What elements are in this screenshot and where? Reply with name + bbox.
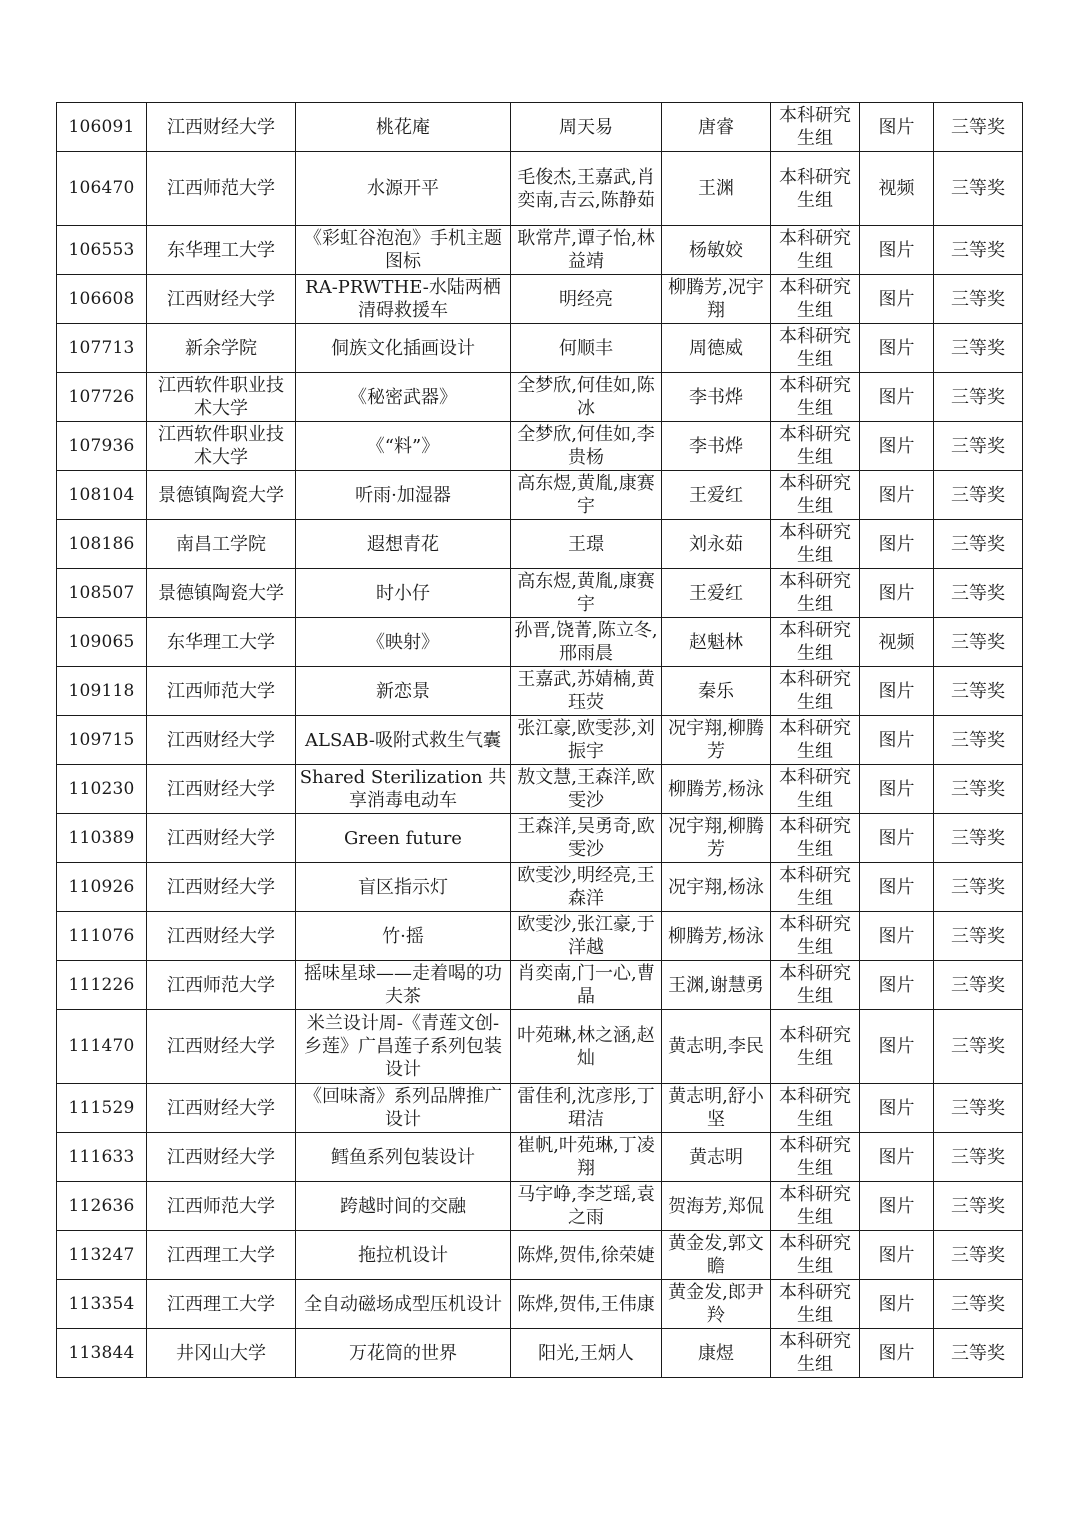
work-title-cell: 遐想青花 (296, 520, 511, 569)
entry-id-cell: 106608 (57, 275, 147, 324)
entry-id-cell: 111470 (57, 1010, 147, 1084)
group-cell: 本科研究生组 (771, 569, 860, 618)
entry-id-cell: 109065 (57, 618, 147, 667)
authors-cell: 王嘉武,苏婧楠,黄珏荧 (511, 667, 662, 716)
school-cell: 南昌工学院 (147, 520, 296, 569)
entry-id-cell: 111076 (57, 912, 147, 961)
entry-id-cell: 113354 (57, 1280, 147, 1329)
work-title-cell: 《“料”》 (296, 422, 511, 471)
entry-id-cell: 106470 (57, 152, 147, 226)
authors-cell: 高东煜,黄胤,康赛宇 (511, 569, 662, 618)
entry-id-cell: 110389 (57, 814, 147, 863)
advisor-cell: 周德威 (662, 324, 771, 373)
award-cell: 三等奖 (934, 961, 1023, 1010)
work-title-cell: Green future (296, 814, 511, 863)
authors-cell: 王森洋,吴勇奇,欧雯沙 (511, 814, 662, 863)
table-row (57, 1329, 1023, 1378)
award-cell: 三等奖 (934, 814, 1023, 863)
school-cell: 东华理工大学 (147, 618, 296, 667)
award-cell: 三等奖 (934, 1329, 1023, 1378)
work-title-cell: 竹·摇 (296, 912, 511, 961)
table-row (57, 373, 1023, 422)
group-cell: 本科研究生组 (771, 1182, 860, 1231)
advisor-cell: 况宇翔,柳腾芳 (662, 716, 771, 765)
award-cell: 三等奖 (934, 1133, 1023, 1182)
authors-cell: 张江豪,欧雯莎,刘振宇 (511, 716, 662, 765)
category-cell: 图片 (860, 520, 934, 569)
category-cell: 图片 (860, 422, 934, 471)
advisor-cell: 唐睿 (662, 103, 771, 152)
school-cell: 江西财经大学 (147, 1133, 296, 1182)
group-cell: 本科研究生组 (771, 103, 860, 152)
advisor-cell: 柳腾芳,杨泳 (662, 912, 771, 961)
work-title-cell: 《秘密武器》 (296, 373, 511, 422)
table-row (57, 1280, 1023, 1329)
authors-cell: 肖奕南,门一心,曹晶 (511, 961, 662, 1010)
work-title-cell: 新恋景 (296, 667, 511, 716)
award-cell: 三等奖 (934, 152, 1023, 226)
award-cell: 三等奖 (934, 765, 1023, 814)
category-cell: 图片 (860, 324, 934, 373)
table-row (57, 422, 1023, 471)
entry-id-cell: 113844 (57, 1329, 147, 1378)
group-cell: 本科研究生组 (771, 471, 860, 520)
award-cell: 三等奖 (934, 667, 1023, 716)
authors-cell: 欧雯沙,明经亮,王森洋 (511, 863, 662, 912)
school-cell: 江西财经大学 (147, 814, 296, 863)
advisor-cell: 王渊 (662, 152, 771, 226)
authors-cell: 周天易 (511, 103, 662, 152)
work-title-cell: 听雨·加湿器 (296, 471, 511, 520)
school-cell: 江西财经大学 (147, 275, 296, 324)
group-cell: 本科研究生组 (771, 716, 860, 765)
school-cell: 景德镇陶瓷大学 (147, 569, 296, 618)
award-cell: 三等奖 (934, 520, 1023, 569)
school-cell: 江西财经大学 (147, 765, 296, 814)
school-cell: 东华理工大学 (147, 226, 296, 275)
authors-cell: 王璟 (511, 520, 662, 569)
award-cell: 三等奖 (934, 863, 1023, 912)
entry-id-cell: 106091 (57, 103, 147, 152)
school-cell: 江西理工大学 (147, 1231, 296, 1280)
table-row (57, 716, 1023, 765)
category-cell: 视频 (860, 152, 934, 226)
entry-id-cell: 112636 (57, 1182, 147, 1231)
authors-cell: 欧雯沙,张江豪,于洋越 (511, 912, 662, 961)
award-cell: 三等奖 (934, 716, 1023, 765)
school-cell: 江西理工大学 (147, 1280, 296, 1329)
group-cell: 本科研究生组 (771, 324, 860, 373)
category-cell: 图片 (860, 863, 934, 912)
category-cell: 图片 (860, 226, 934, 275)
authors-cell: 毛俊杰,王嘉武,肖奕南,吉云,陈静茹 (511, 152, 662, 226)
advisor-cell: 王爱红 (662, 569, 771, 618)
group-cell: 本科研究生组 (771, 912, 860, 961)
award-cell: 三等奖 (934, 275, 1023, 324)
school-cell: 江西财经大学 (147, 863, 296, 912)
award-cell: 三等奖 (934, 471, 1023, 520)
entry-id-cell: 108104 (57, 471, 147, 520)
group-cell: 本科研究生组 (771, 1280, 860, 1329)
school-cell: 江西师范大学 (147, 152, 296, 226)
category-cell: 图片 (860, 1182, 934, 1231)
category-cell: 图片 (860, 103, 934, 152)
table-row (57, 1182, 1023, 1231)
authors-cell: 陈烨,贺伟,王伟康 (511, 1280, 662, 1329)
group-cell: 本科研究生组 (771, 765, 860, 814)
table-row (57, 863, 1023, 912)
advisor-cell: 黄金发,郎尹羚 (662, 1280, 771, 1329)
table-row (57, 1133, 1023, 1182)
school-cell: 江西财经大学 (147, 912, 296, 961)
group-cell: 本科研究生组 (771, 618, 860, 667)
school-cell: 井冈山大学 (147, 1329, 296, 1378)
entry-id-cell: 110926 (57, 863, 147, 912)
group-cell: 本科研究生组 (771, 1329, 860, 1378)
work-title-cell: 摇味星球——走着喝的功夫茶 (296, 961, 511, 1010)
category-cell: 图片 (860, 814, 934, 863)
group-cell: 本科研究生组 (771, 226, 860, 275)
advisor-cell: 柳腾芳,况宇翔 (662, 275, 771, 324)
advisor-cell: 贺海芳,郑侃 (662, 1182, 771, 1231)
school-cell: 新余学院 (147, 324, 296, 373)
authors-cell: 敖文慧,王森洋,欧雯沙 (511, 765, 662, 814)
advisor-cell: 秦乐 (662, 667, 771, 716)
advisor-cell: 况宇翔,杨泳 (662, 863, 771, 912)
school-cell: 江西软件职业技术大学 (147, 373, 296, 422)
table-row (57, 1231, 1023, 1280)
table-row (57, 765, 1023, 814)
award-cell: 三等奖 (934, 569, 1023, 618)
school-cell: 江西师范大学 (147, 667, 296, 716)
group-cell: 本科研究生组 (771, 814, 860, 863)
award-cell: 三等奖 (934, 912, 1023, 961)
work-title-cell: 侗族文化插画设计 (296, 324, 511, 373)
group-cell: 本科研究生组 (771, 1084, 860, 1133)
group-cell: 本科研究生组 (771, 1133, 860, 1182)
award-cell: 三等奖 (934, 1182, 1023, 1231)
work-title-cell: 水源开平 (296, 152, 511, 226)
entry-id-cell: 111226 (57, 961, 147, 1010)
awards-table (56, 102, 1023, 1378)
entry-id-cell: 108507 (57, 569, 147, 618)
category-cell: 视频 (860, 618, 934, 667)
award-cell: 三等奖 (934, 1231, 1023, 1280)
category-cell: 图片 (860, 1010, 934, 1084)
entry-id-cell: 106553 (57, 226, 147, 275)
work-title-cell: 全自动磁场成型压机设计 (296, 1280, 511, 1329)
table-row (57, 667, 1023, 716)
table-row (57, 912, 1023, 961)
work-title-cell: 跨越时间的交融 (296, 1182, 511, 1231)
entry-id-cell: 107713 (57, 324, 147, 373)
table-row (57, 275, 1023, 324)
group-cell: 本科研究生组 (771, 863, 860, 912)
category-cell: 图片 (860, 667, 934, 716)
work-title-cell: 《映射》 (296, 618, 511, 667)
authors-cell: 耿常芹,谭子怡,林益靖 (511, 226, 662, 275)
advisor-cell: 刘永茹 (662, 520, 771, 569)
school-cell: 江西财经大学 (147, 1010, 296, 1084)
table-row (57, 471, 1023, 520)
entry-id-cell: 110230 (57, 765, 147, 814)
work-title-cell: 米兰设计周-《青莲文创-乡莲》广昌莲子系列包装设计 (296, 1010, 511, 1084)
entry-id-cell: 108186 (57, 520, 147, 569)
category-cell: 图片 (860, 716, 934, 765)
work-title-cell: Shared Sterilization 共享消毒电动车 (296, 765, 511, 814)
group-cell: 本科研究生组 (771, 275, 860, 324)
school-cell: 江西财经大学 (147, 1084, 296, 1133)
entry-id-cell: 109715 (57, 716, 147, 765)
work-title-cell: 盲区指示灯 (296, 863, 511, 912)
group-cell: 本科研究生组 (771, 520, 860, 569)
award-cell: 三等奖 (934, 226, 1023, 275)
school-cell: 江西财经大学 (147, 103, 296, 152)
category-cell: 图片 (860, 961, 934, 1010)
advisor-cell: 黄志明,李民 (662, 1010, 771, 1084)
work-title-cell: 《回味斋》系列品牌推广设计 (296, 1084, 511, 1133)
table-row (57, 814, 1023, 863)
work-title-cell: 桃花庵 (296, 103, 511, 152)
group-cell: 本科研究生组 (771, 152, 860, 226)
category-cell: 图片 (860, 275, 934, 324)
award-cell: 三等奖 (934, 103, 1023, 152)
category-cell: 图片 (860, 1133, 934, 1182)
table-row (57, 226, 1023, 275)
category-cell: 图片 (860, 1329, 934, 1378)
table-body (57, 103, 1023, 1378)
school-cell: 江西师范大学 (147, 1182, 296, 1231)
advisor-cell: 黄志明 (662, 1133, 771, 1182)
advisor-cell: 李书烨 (662, 422, 771, 471)
award-cell: 三等奖 (934, 422, 1023, 471)
authors-cell: 叶苑琳,林之涵,赵灿 (511, 1010, 662, 1084)
school-cell: 景德镇陶瓷大学 (147, 471, 296, 520)
award-cell: 三等奖 (934, 1084, 1023, 1133)
category-cell: 图片 (860, 471, 934, 520)
category-cell: 图片 (860, 1231, 934, 1280)
table-row (57, 152, 1023, 226)
work-title-cell: 《彩虹谷泡泡》手机主题图标 (296, 226, 511, 275)
table-row (57, 1084, 1023, 1133)
work-title-cell: 万花筒的世界 (296, 1329, 511, 1378)
entry-id-cell: 111633 (57, 1133, 147, 1182)
authors-cell: 陈烨,贺伟,徐荣婕 (511, 1231, 662, 1280)
table-row (57, 1010, 1023, 1084)
school-cell: 江西软件职业技术大学 (147, 422, 296, 471)
authors-cell: 马宇峥,李芝瑶,袁之雨 (511, 1182, 662, 1231)
school-cell: 江西财经大学 (147, 716, 296, 765)
table-row (57, 618, 1023, 667)
advisor-cell: 康煜 (662, 1329, 771, 1378)
advisor-cell: 黄志明,舒小坚 (662, 1084, 771, 1133)
entry-id-cell: 109118 (57, 667, 147, 716)
entry-id-cell: 113247 (57, 1231, 147, 1280)
advisor-cell: 况宇翔,柳腾芳 (662, 814, 771, 863)
authors-cell: 全梦欣,何佳如,陈冰 (511, 373, 662, 422)
authors-cell: 全梦欣,何佳如,李贵杨 (511, 422, 662, 471)
group-cell: 本科研究生组 (771, 961, 860, 1010)
advisor-cell: 赵魁林 (662, 618, 771, 667)
work-title-cell: 鳕鱼系列包装设计 (296, 1133, 511, 1182)
authors-cell: 阳光,王炳人 (511, 1329, 662, 1378)
entry-id-cell: 111529 (57, 1084, 147, 1133)
category-cell: 图片 (860, 1084, 934, 1133)
school-cell: 江西师范大学 (147, 961, 296, 1010)
award-cell: 三等奖 (934, 1280, 1023, 1329)
group-cell: 本科研究生组 (771, 667, 860, 716)
table-row (57, 103, 1023, 152)
authors-cell: 雷佳利,沈彦彤,丁珺洁 (511, 1084, 662, 1133)
group-cell: 本科研究生组 (771, 373, 860, 422)
work-title-cell: 时小仔 (296, 569, 511, 618)
table-row (57, 961, 1023, 1010)
category-cell: 图片 (860, 765, 934, 814)
authors-cell: 孙晋,饶菁,陈立冬,邢雨晨 (511, 618, 662, 667)
advisor-cell: 王渊,谢慧勇 (662, 961, 771, 1010)
advisor-cell: 李书烨 (662, 373, 771, 422)
entry-id-cell: 107936 (57, 422, 147, 471)
advisor-cell: 柳腾芳,杨泳 (662, 765, 771, 814)
group-cell: 本科研究生组 (771, 422, 860, 471)
award-cell: 三等奖 (934, 373, 1023, 422)
award-cell: 三等奖 (934, 1010, 1023, 1084)
authors-cell: 崔帆,叶苑琳,丁凌翔 (511, 1133, 662, 1182)
group-cell: 本科研究生组 (771, 1010, 860, 1084)
category-cell: 图片 (860, 373, 934, 422)
work-title-cell: 拖拉机设计 (296, 1231, 511, 1280)
advisor-cell: 杨敏姣 (662, 226, 771, 275)
category-cell: 图片 (860, 569, 934, 618)
work-title-cell: ALSAB-吸附式救生气囊 (296, 716, 511, 765)
table-row (57, 569, 1023, 618)
award-cell: 三等奖 (934, 324, 1023, 373)
group-cell: 本科研究生组 (771, 1231, 860, 1280)
award-cell: 三等奖 (934, 618, 1023, 667)
authors-cell: 高东煜,黄胤,康赛宇 (511, 471, 662, 520)
table-row (57, 520, 1023, 569)
table-row (57, 324, 1023, 373)
category-cell: 图片 (860, 912, 934, 961)
advisor-cell: 黄金发,郭文瞻 (662, 1231, 771, 1280)
work-title-cell: RA-PRWTHE-水陆两栖清碍救援车 (296, 275, 511, 324)
authors-cell: 明经亮 (511, 275, 662, 324)
advisor-cell: 王爱红 (662, 471, 771, 520)
category-cell: 图片 (860, 1280, 934, 1329)
entry-id-cell: 107726 (57, 373, 147, 422)
authors-cell: 何顺丰 (511, 324, 662, 373)
